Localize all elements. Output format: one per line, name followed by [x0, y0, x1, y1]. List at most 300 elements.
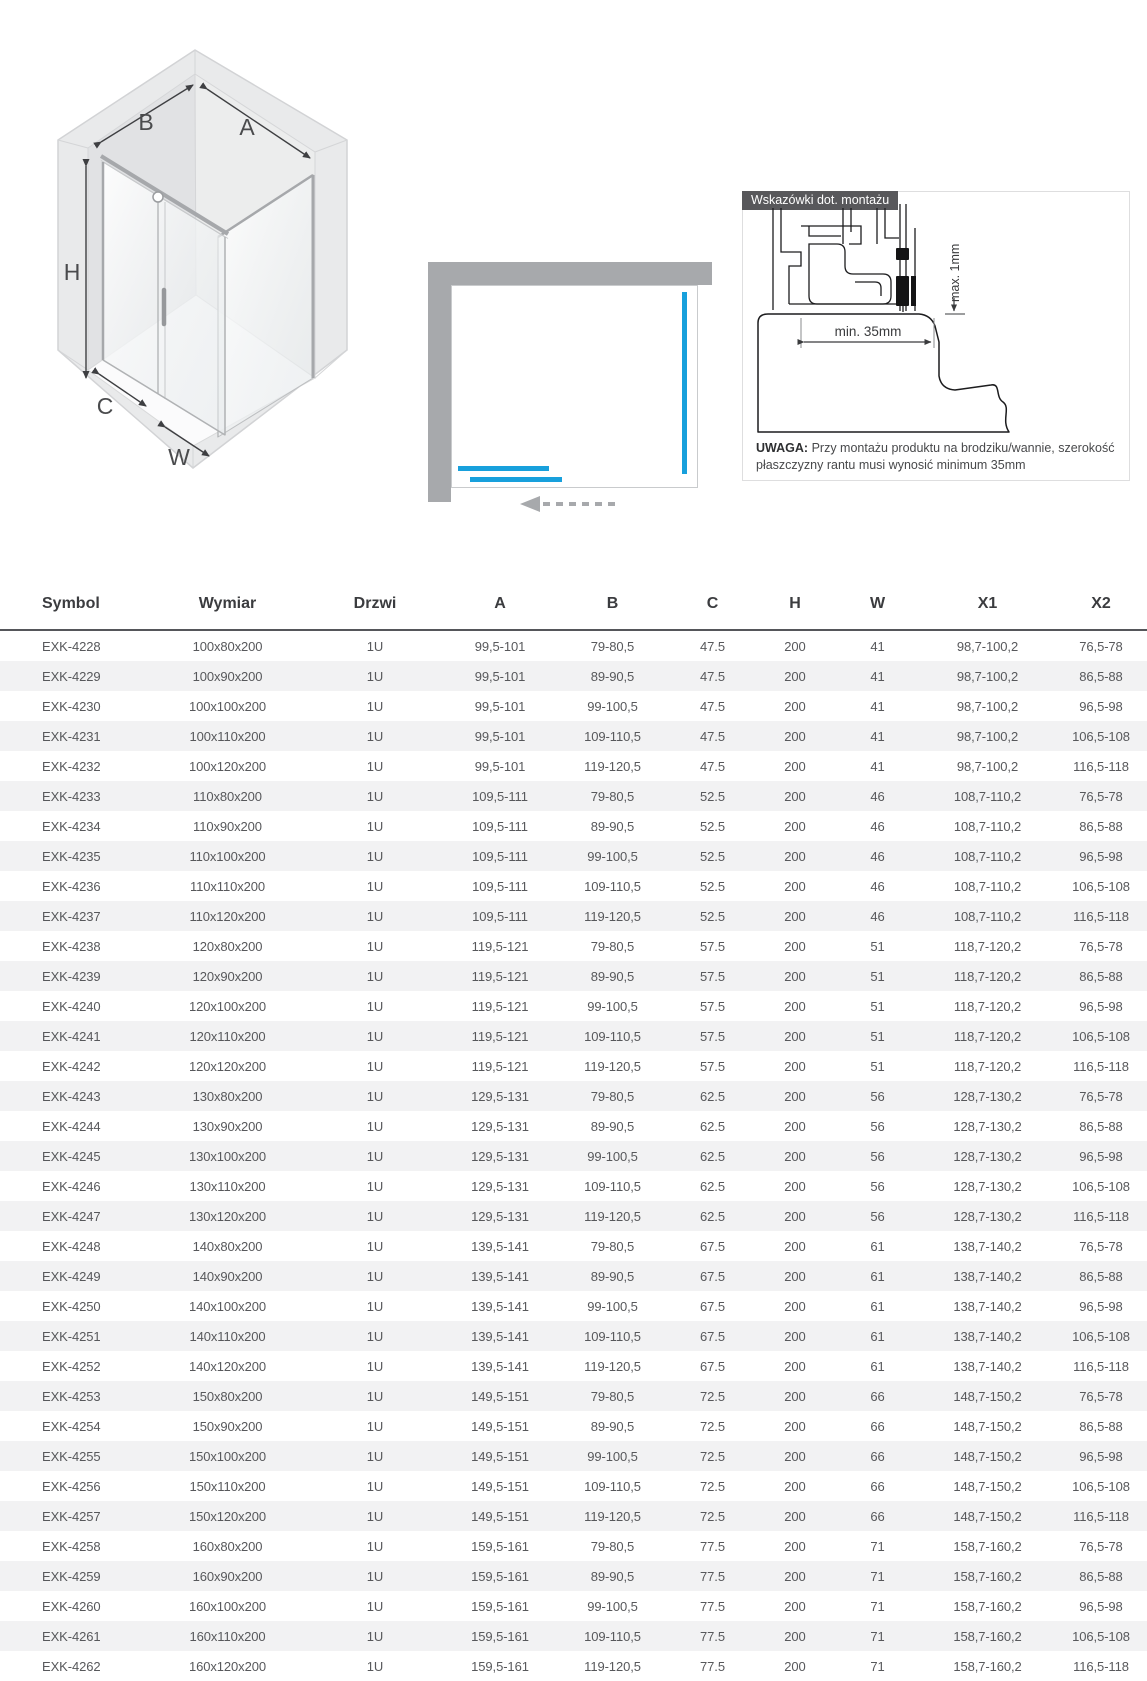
cell-x2: 86,5-88: [1079, 668, 1123, 684]
cell-x2: 116,5-118: [1073, 1658, 1129, 1674]
door-roller: [153, 192, 163, 202]
isometric-shower-svg: [28, 40, 358, 475]
cell-c: 57.5: [700, 938, 725, 954]
cell-w: 56: [870, 1178, 885, 1194]
cell-wymiar: 160x90x200: [192, 1568, 263, 1584]
cell-w: 41: [870, 668, 885, 684]
cell-wymiar: 140x120x200: [189, 1358, 266, 1374]
cell-x2: 86,5-88: [1079, 1568, 1123, 1584]
cell-h: 200: [784, 638, 806, 654]
table-row: [0, 1321, 1147, 1351]
cell-drzwi: 1U: [366, 698, 384, 714]
cell-x1: 108,7-110,2: [953, 818, 1022, 834]
table-row: [0, 1261, 1147, 1291]
cell-x1: 148,7-150,2: [953, 1478, 1022, 1494]
cell-b: 79-80,5: [590, 1538, 635, 1554]
cell-c: 72.5: [700, 1418, 725, 1434]
cell-w: 51: [870, 1058, 885, 1074]
cell-symbol: EXK-4253: [42, 1388, 101, 1404]
cell-a: 149,5-151: [471, 1478, 529, 1494]
plan-wall-left: [428, 262, 451, 502]
cell-c: 57.5: [700, 968, 725, 984]
cell-symbol: EXK-4234: [42, 818, 101, 834]
cell-w: 56: [870, 1088, 885, 1104]
cell-wymiar: 160x100x200: [189, 1598, 266, 1614]
cell-a: 129,5-131: [471, 1118, 529, 1134]
cell-x2: 96,5-98: [1079, 698, 1123, 714]
top-view-svg: [395, 245, 715, 520]
cell-drzwi: 1U: [366, 1358, 384, 1374]
cell-a: 159,5-161: [471, 1538, 529, 1554]
table-row: [0, 691, 1147, 721]
cell-a: 159,5-161: [471, 1628, 529, 1644]
cell-b: 99-100,5: [587, 698, 638, 714]
cell-b: 89-90,5: [590, 1118, 635, 1134]
cell-h: 200: [784, 1658, 806, 1674]
cell-c: 52.5: [700, 818, 725, 834]
cell-a: 99,5-101: [474, 668, 526, 684]
cell-wymiar: 150x110x200: [189, 1478, 266, 1494]
cell-c: 77.5: [700, 1598, 725, 1614]
cell-c: 77.5: [700, 1658, 725, 1674]
cell-w: 61: [870, 1238, 885, 1254]
cell-a: 129,5-131: [471, 1178, 529, 1194]
cell-wymiar: 100x90x200: [192, 668, 263, 684]
plan-wall-top: [428, 262, 712, 285]
cell-symbol: EXK-4257: [42, 1508, 101, 1524]
cell-x1: 98,7-100,2: [956, 638, 1019, 654]
dimension-max-1mm: [945, 244, 965, 314]
cell-drzwi: 1U: [366, 1448, 384, 1464]
cell-b: 109-110,5: [584, 728, 641, 744]
cell-x1: 128,7-130,2: [953, 1088, 1022, 1104]
cell-b: 99-100,5: [587, 1148, 638, 1164]
cell-a: 139,5-141: [471, 1298, 529, 1314]
cell-w: 61: [870, 1358, 885, 1374]
cell-b: 109-110,5: [584, 1028, 641, 1044]
cell-drzwi: 1U: [366, 1268, 384, 1284]
cell-c: 52.5: [700, 788, 725, 804]
cell-a: 109,5-111: [472, 878, 528, 894]
cell-c: 77.5: [700, 1568, 725, 1584]
cell-w: 41: [870, 758, 885, 774]
cell-b: 119-120,5: [584, 1058, 641, 1074]
table-row: [0, 1231, 1147, 1261]
cell-b: 119-120,5: [584, 1508, 641, 1524]
cell-x2: 116,5-118: [1073, 758, 1129, 774]
cell-a: 129,5-131: [471, 1208, 529, 1224]
cell-h: 200: [784, 1538, 806, 1554]
cell-c: 62.5: [700, 1148, 725, 1164]
cell-w: 71: [870, 1568, 885, 1584]
cell-x2: 96,5-98: [1079, 1598, 1123, 1614]
cell-a: 139,5-141: [471, 1328, 529, 1344]
cell-drzwi: 1U: [366, 1298, 384, 1314]
cell-b: 119-120,5: [584, 908, 641, 924]
cell-h: 200: [784, 1298, 806, 1314]
table-row: [0, 901, 1147, 931]
cell-wymiar: 110x90x200: [193, 818, 262, 834]
cell-h: 200: [784, 758, 806, 774]
table-row: [0, 1201, 1147, 1231]
cell-c: 57.5: [700, 1028, 725, 1044]
cell-symbol: EXK-4237: [42, 908, 101, 924]
cell-wymiar: 100x80x200: [192, 638, 263, 654]
column-header-x2: X2: [1055, 545, 1147, 630]
cell-h: 200: [784, 1418, 806, 1434]
cell-h: 200: [784, 728, 806, 744]
label-h: H: [63, 259, 81, 285]
cell-a: 139,5-141: [471, 1268, 529, 1284]
cell-h: 200: [784, 1148, 806, 1164]
cell-x1: 138,7-140,2: [953, 1328, 1022, 1344]
cell-drzwi: 1U: [366, 998, 384, 1014]
cell-drzwi: 1U: [366, 638, 384, 654]
cell-symbol: EXK-4254: [42, 1418, 101, 1434]
table-row: [0, 841, 1147, 871]
cell-h: 200: [784, 1328, 806, 1344]
cell-a: 159,5-161: [471, 1568, 529, 1584]
cell-wymiar: 150x80x200: [192, 1388, 263, 1404]
slide-direction-arrow: [520, 496, 620, 512]
cell-x1: 158,7-160,2: [953, 1628, 1022, 1644]
cell-drzwi: 1U: [366, 788, 384, 804]
cell-w: 71: [870, 1538, 885, 1554]
cell-x1: 158,7-160,2: [953, 1538, 1022, 1554]
cell-x2: 116,5-118: [1073, 1058, 1129, 1074]
cell-a: 129,5-131: [471, 1148, 529, 1164]
table-header-row: [0, 545, 1147, 630]
cell-a: 149,5-151: [471, 1448, 529, 1464]
cell-w: 51: [870, 1028, 885, 1044]
cell-c: 67.5: [700, 1298, 725, 1314]
cell-h: 200: [784, 788, 806, 804]
cell-c: 62.5: [700, 1178, 725, 1194]
cell-x1: 118,7-120,2: [953, 938, 1022, 954]
cell-x2: 106,5-108: [1072, 728, 1130, 744]
cell-symbol: EXK-4228: [42, 638, 101, 654]
cell-drzwi: 1U: [366, 728, 384, 744]
cell-c: 67.5: [700, 1358, 725, 1374]
cell-drzwi: 1U: [366, 1028, 384, 1044]
cell-drzwi: 1U: [366, 908, 384, 924]
cell-x1: 158,7-160,2: [953, 1598, 1022, 1614]
cell-c: 67.5: [700, 1238, 725, 1254]
table-row: [0, 961, 1147, 991]
cell-symbol: EXK-4248: [42, 1238, 101, 1254]
cell-x1: 108,7-110,2: [953, 788, 1022, 804]
cell-symbol: EXK-4251: [42, 1328, 101, 1344]
cell-w: 41: [870, 728, 885, 744]
cell-x2: 106,5-108: [1072, 1178, 1130, 1194]
column-header-symbol: Symbol: [0, 545, 150, 630]
cell-x1: 98,7-100,2: [956, 698, 1019, 714]
cell-a: 99,5-101: [474, 728, 526, 744]
install-note: [756, 440, 1116, 474]
cell-drzwi: 1U: [366, 1058, 384, 1074]
column-header-w: W: [835, 545, 920, 630]
label-min-35mm: min. 35mm: [834, 324, 902, 339]
cell-h: 200: [784, 1058, 806, 1074]
cell-a: 139,5-141: [471, 1358, 529, 1374]
cell-drzwi: 1U: [366, 1628, 384, 1644]
cell-symbol: EXK-4235: [42, 848, 101, 864]
cell-x2: 86,5-88: [1079, 818, 1123, 834]
cell-w: 66: [870, 1418, 885, 1434]
column-header-a: A: [445, 545, 555, 630]
cell-w: 51: [870, 938, 885, 954]
column-header-drzwi: Drzwi: [305, 545, 445, 630]
cell-x1: 148,7-150,2: [953, 1388, 1022, 1404]
cell-c: 57.5: [700, 1058, 725, 1074]
table-row: [0, 1081, 1147, 1111]
cell-b: 119-120,5: [584, 758, 641, 774]
cell-symbol: EXK-4233: [42, 788, 101, 804]
cell-symbol: EXK-4242: [42, 1058, 101, 1074]
cell-h: 200: [784, 698, 806, 714]
column-header-b: B: [555, 545, 670, 630]
cell-x2: 76,5-78: [1079, 638, 1123, 654]
cell-drzwi: 1U: [366, 1478, 384, 1494]
cell-x1: 118,7-120,2: [953, 998, 1022, 1014]
cell-wymiar: 100x110x200: [189, 728, 266, 744]
cell-b: 119-120,5: [584, 1358, 641, 1374]
cell-x2: 76,5-78: [1079, 1388, 1123, 1404]
table-row: [0, 1381, 1147, 1411]
cell-b: 119-120,5: [584, 1658, 641, 1674]
cell-a: 119,5-121: [471, 1058, 529, 1074]
cell-x1: 108,7-110,2: [953, 908, 1022, 924]
cell-w: 46: [870, 818, 885, 834]
cell-a: 109,5-111: [472, 848, 528, 864]
label-b: B: [138, 109, 154, 135]
cell-h: 200: [784, 878, 806, 894]
cell-h: 200: [784, 1598, 806, 1614]
cell-c: 72.5: [700, 1388, 725, 1404]
cell-h: 200: [784, 668, 806, 684]
cell-w: 61: [870, 1328, 885, 1344]
cell-symbol: EXK-4256: [42, 1478, 101, 1494]
cell-a: 99,5-101: [474, 638, 526, 654]
table-row: [0, 1141, 1147, 1171]
cell-wymiar: 120x110x200: [189, 1028, 266, 1044]
cell-wymiar: 110x80x200: [193, 788, 262, 804]
cell-x2: 96,5-98: [1079, 998, 1123, 1014]
cell-drzwi: 1U: [366, 1538, 384, 1554]
cell-symbol: EXK-4239: [42, 968, 101, 984]
table-row: [0, 1111, 1147, 1141]
cell-c: 57.5: [700, 998, 725, 1014]
cell-h: 200: [784, 1268, 806, 1284]
cell-x1: 158,7-160,2: [953, 1658, 1022, 1674]
cell-drzwi: 1U: [366, 1388, 384, 1404]
cell-wymiar: 150x100x200: [189, 1448, 266, 1464]
table-row: [0, 1051, 1147, 1081]
cell-symbol: EXK-4243: [42, 1088, 101, 1104]
cell-c: 47.5: [700, 698, 725, 714]
cell-h: 200: [784, 938, 806, 954]
cell-x1: 118,7-120,2: [953, 968, 1022, 984]
cell-x2: 96,5-98: [1079, 1448, 1123, 1464]
column-header-wymiar: Wymiar: [150, 545, 305, 630]
cell-wymiar: 120x90x200: [192, 968, 263, 984]
table-row: [0, 1621, 1147, 1651]
cell-b: 99-100,5: [587, 1598, 638, 1614]
cell-a: 159,5-161: [471, 1598, 529, 1614]
cell-wymiar: 160x120x200: [189, 1658, 266, 1674]
cell-symbol: EXK-4244: [42, 1118, 101, 1134]
cell-c: 52.5: [700, 878, 725, 894]
column-header-x1: X1: [920, 545, 1055, 630]
cell-wymiar: 140x100x200: [189, 1298, 266, 1314]
cell-b: 109-110,5: [584, 1328, 641, 1344]
cell-b: 79-80,5: [590, 1088, 635, 1104]
cell-x1: 98,7-100,2: [956, 758, 1019, 774]
cell-x1: 128,7-130,2: [953, 1178, 1022, 1194]
cell-h: 200: [784, 1118, 806, 1134]
cell-b: 79-80,5: [590, 1238, 635, 1254]
cell-b: 89-90,5: [590, 818, 635, 834]
cell-symbol: EXK-4236: [42, 878, 101, 894]
cell-h: 200: [784, 1028, 806, 1044]
cell-wymiar: 130x110x200: [189, 1178, 266, 1194]
cell-drzwi: 1U: [366, 1208, 384, 1224]
cell-x2: 116,5-118: [1073, 1208, 1129, 1224]
cell-drzwi: 1U: [366, 848, 384, 864]
cell-wymiar: 140x110x200: [189, 1328, 266, 1344]
cell-b: 109-110,5: [584, 1178, 641, 1194]
cell-wymiar: 130x90x200: [192, 1118, 263, 1134]
cell-symbol: EXK-4245: [42, 1148, 101, 1164]
cell-h: 200: [784, 1628, 806, 1644]
cell-x1: 128,7-130,2: [953, 1148, 1022, 1164]
cell-h: 200: [784, 1508, 806, 1524]
cell-b: 109-110,5: [584, 1478, 641, 1494]
cell-symbol: EXK-4262: [42, 1658, 101, 1674]
cell-h: 200: [784, 998, 806, 1014]
cell-wymiar: 120x100x200: [189, 998, 266, 1014]
table-row: [0, 1591, 1147, 1621]
cell-symbol: EXK-4250: [42, 1298, 101, 1314]
cell-wymiar: 130x120x200: [189, 1208, 266, 1224]
cell-wymiar: 110x120x200: [189, 908, 266, 924]
cell-a: 119,5-121: [471, 998, 529, 1014]
cell-w: 41: [870, 698, 885, 714]
cell-x2: 86,5-88: [1079, 1118, 1123, 1134]
cell-x1: 158,7-160,2: [953, 1568, 1022, 1584]
cell-symbol: EXK-4249: [42, 1268, 101, 1284]
table-row: [0, 1291, 1147, 1321]
cell-c: 77.5: [700, 1538, 725, 1554]
cell-b: 89-90,5: [590, 1268, 635, 1284]
cell-h: 200: [784, 1208, 806, 1224]
cell-x2: 76,5-78: [1079, 1238, 1123, 1254]
cell-wymiar: 100x120x200: [189, 758, 266, 774]
cell-symbol: EXK-4260: [42, 1598, 101, 1614]
label-w: W: [168, 444, 190, 470]
cell-h: 200: [784, 1448, 806, 1464]
column-header-h: H: [755, 545, 835, 630]
table-row: [0, 630, 1147, 661]
cell-w: 61: [870, 1298, 885, 1314]
cell-wymiar: 140x90x200: [192, 1268, 263, 1284]
cell-w: 51: [870, 968, 885, 984]
cell-symbol: EXK-4252: [42, 1358, 101, 1374]
cell-a: 119,5-121: [471, 1028, 529, 1044]
cell-x1: 98,7-100,2: [956, 668, 1019, 684]
cell-symbol: EXK-4261: [42, 1628, 101, 1644]
cell-a: 119,5-121: [471, 938, 529, 954]
cell-drzwi: 1U: [366, 1328, 384, 1344]
cell-c: 77.5: [700, 1628, 725, 1644]
cell-x1: 128,7-130,2: [953, 1118, 1022, 1134]
label-max-1mm: max. 1mm: [948, 243, 962, 302]
cell-x1: 108,7-110,2: [953, 878, 1022, 894]
diagram-area: [0, 0, 1147, 520]
cell-w: 41: [870, 638, 885, 654]
cell-w: 66: [870, 1388, 885, 1404]
table-row: [0, 931, 1147, 961]
cell-x2: 76,5-78: [1079, 1538, 1123, 1554]
cell-a: 99,5-101: [474, 698, 526, 714]
cell-x2: 86,5-88: [1079, 968, 1123, 984]
cell-c: 62.5: [700, 1208, 725, 1224]
plan-fixed-panel-blue: [682, 292, 687, 474]
cell-a: 159,5-161: [471, 1658, 529, 1674]
cell-wymiar: 150x90x200: [192, 1418, 263, 1434]
cell-w: 66: [870, 1448, 885, 1464]
cell-a: 139,5-141: [471, 1238, 529, 1254]
table-row: [0, 1531, 1147, 1561]
table-row: [0, 1651, 1147, 1681]
cell-x2: 106,5-108: [1072, 878, 1130, 894]
cell-w: 51: [870, 998, 885, 1014]
cell-a: 149,5-151: [471, 1418, 529, 1434]
cell-x1: 138,7-140,2: [953, 1268, 1022, 1284]
table-row: [0, 1561, 1147, 1591]
cell-w: 56: [870, 1148, 885, 1164]
cell-x1: 148,7-150,2: [953, 1448, 1022, 1464]
cell-h: 200: [784, 1478, 806, 1494]
table-row: [0, 1351, 1147, 1381]
cell-x2: 116,5-118: [1073, 908, 1129, 924]
cell-drzwi: 1U: [366, 758, 384, 774]
cell-wymiar: 130x100x200: [189, 1148, 266, 1164]
cell-symbol: EXK-4230: [42, 698, 101, 714]
isometric-shower-diagram: [28, 40, 358, 475]
cell-b: 119-120,5: [584, 1208, 641, 1224]
table-row: [0, 1471, 1147, 1501]
cell-b: 79-80,5: [590, 1388, 635, 1404]
cell-b: 99-100,5: [587, 1448, 638, 1464]
cell-b: 89-90,5: [590, 1568, 635, 1584]
cell-wymiar: 100x100x200: [189, 698, 266, 714]
cell-wymiar: 130x80x200: [192, 1088, 263, 1104]
cell-x2: 106,5-108: [1072, 1628, 1130, 1644]
cell-a: 129,5-131: [471, 1088, 529, 1104]
cell-symbol: EXK-4241: [42, 1028, 101, 1044]
cell-c: 47.5: [700, 668, 725, 684]
plan-door-panel-blue-2: [470, 477, 562, 482]
cell-x2: 106,5-108: [1072, 1028, 1130, 1044]
cell-x1: 118,7-120,2: [953, 1058, 1022, 1074]
cell-b: 99-100,5: [587, 1298, 638, 1314]
cell-a: 149,5-151: [471, 1388, 529, 1404]
cell-c: 67.5: [700, 1268, 725, 1284]
cell-a: 109,5-111: [472, 908, 528, 924]
cell-c: 52.5: [700, 848, 725, 864]
cell-drzwi: 1U: [366, 818, 384, 834]
